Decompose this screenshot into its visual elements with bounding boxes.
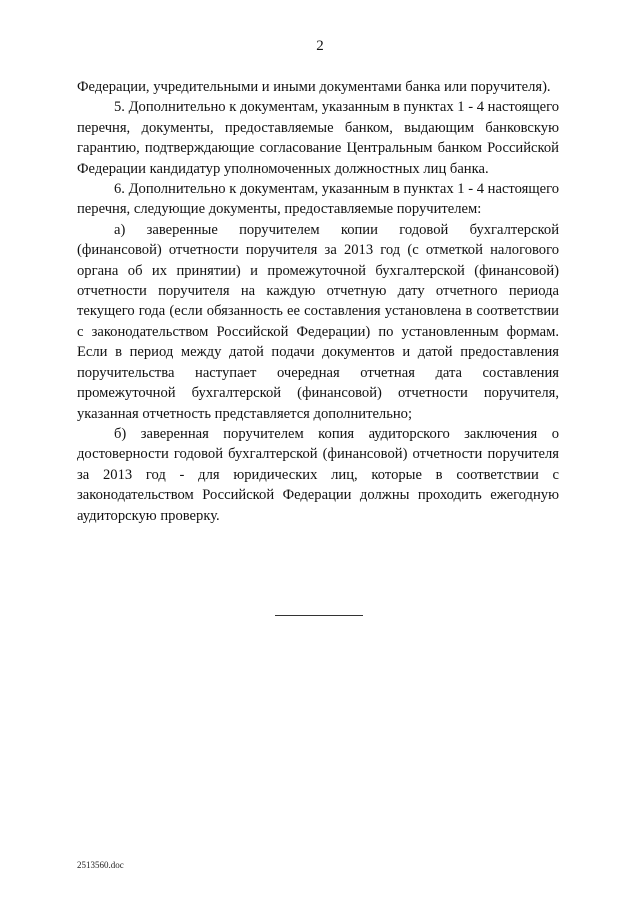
page-number: 2 — [316, 38, 324, 54]
document-body — [77, 77, 559, 526]
paragraph-item-6: 6. Дополнительно к документам, указанным в пунктах 1 - 4 настоящего перечня, следующие документы, предоставляемые поручителем: — [77, 181, 559, 218]
paragraph-item-5: 5. Дополнительно к документам, указанным в пунктах 1 - 4 настоящего перечня, документы, предоставляемые банком, выдающим банковскую гарантию, подтверждающие согласование Центральным банком Российской Федерации кандидатур уполномоченных должностных лиц банка. — [77, 99, 559, 177]
end-separator-line — [275, 615, 363, 616]
paragraph-continuation: Федерации, учредительными и иными документами банка или поручителя). — [77, 79, 551, 95]
footer-filename: 2513560.doc — [77, 860, 124, 870]
paragraph-subitem-b: б) заверенная поручителем копия аудиторского заключения о достоверности годовой бухгалтерской (финансовой) отчетности поручителя за 2013 год - для юридических лиц, которые в соответствии с законодательством Российской Федерации должны проходить ежегодную аудиторскую проверку. — [77, 425, 559, 524]
paragraph-subitem-a: а) заверенные поручителем копии годовой бухгалтерской (финансовой) отчетности поручителя за 2013 год (с отметкой налогового органа об их принятии) и промежуточной бухгалтерской (финансовой) отчетности поручителя на каждую отчетную дату отчетного периода текущего года (если обязанность ее составления установлена в соответствии с законодательством Российской Федерации) по установленным формам. Если в период между датой подачи документов и датой предоставления поручительства наступает очередная отчетная дата составления промежуточной бухгалтерской (финансовой) отчетности поручителя, указанная отчетность представляется дополнительно; — [77, 221, 559, 422]
